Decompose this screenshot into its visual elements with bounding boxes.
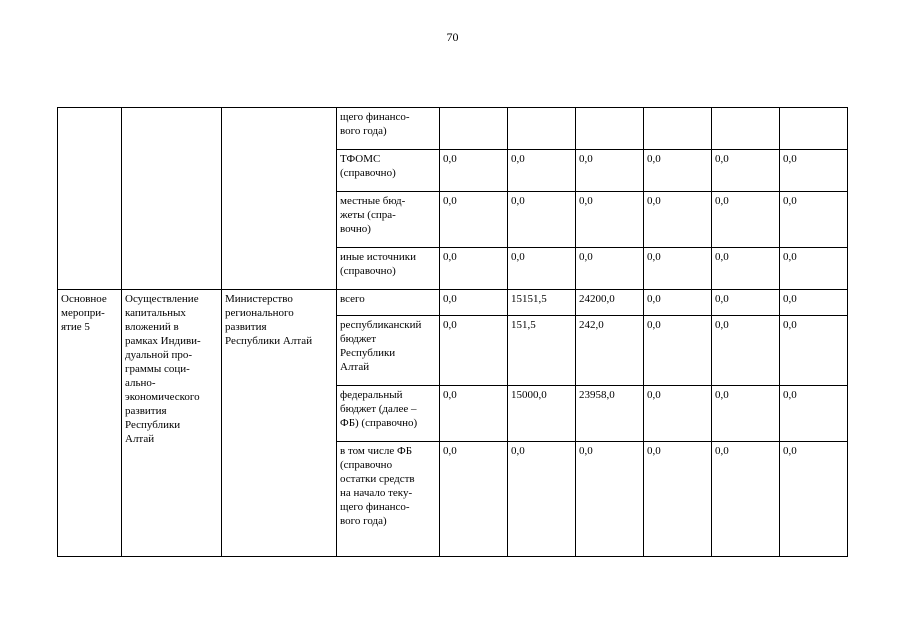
value-cell: 0,0: [712, 192, 780, 248]
value-cell: [508, 108, 576, 150]
table-row: [58, 290, 848, 316]
value-cell: 0,0: [712, 290, 780, 316]
value-cell: 15000,0: [508, 386, 576, 442]
value-cell: 0,0: [780, 442, 848, 557]
value-cell: 0,0: [440, 442, 508, 557]
value-cell: 0,0: [440, 248, 508, 290]
value-cell: 0,0: [440, 316, 508, 386]
value-cell: 0,0: [644, 316, 712, 386]
value-cell: 0,0: [712, 150, 780, 192]
value-cell: 0,0: [780, 290, 848, 316]
value-cell: 15151,5: [508, 290, 576, 316]
value-cell: [644, 108, 712, 150]
value-cell: 0,0: [576, 150, 644, 192]
value-cell: 0,0: [712, 442, 780, 557]
value-cell: 0,0: [576, 192, 644, 248]
value-cell: 0,0: [644, 192, 712, 248]
value-cell: 0,0: [440, 386, 508, 442]
value-cell: 0,0: [508, 442, 576, 557]
value-cell: 0,0: [576, 442, 644, 557]
funding-source: местные бюд- жеты (спра- вочно): [337, 192, 440, 248]
funding-source: ТФОМС (справочно): [337, 150, 440, 192]
value-cell: 0,0: [780, 316, 848, 386]
value-cell: 0,0: [644, 290, 712, 316]
funding-source: иные источники (справочно): [337, 248, 440, 290]
value-cell: 0,0: [644, 442, 712, 557]
table-row: [58, 108, 848, 150]
budget-table: [57, 107, 848, 557]
executor-cell: [222, 108, 337, 290]
value-cell: 0,0: [508, 192, 576, 248]
value-cell: 0,0: [644, 248, 712, 290]
value-cell: [440, 108, 508, 150]
page-number: 70: [446, 30, 459, 44]
value-cell: 242,0: [576, 316, 644, 386]
value-cell: 0,0: [780, 150, 848, 192]
value-cell: [712, 108, 780, 150]
value-cell: 0,0: [780, 192, 848, 248]
measure-executor: Министерство регионального развития Республики Алтай: [222, 290, 337, 557]
value-cell: 0,0: [508, 150, 576, 192]
value-cell: 0,0: [440, 150, 508, 192]
value-cell: [576, 108, 644, 150]
value-cell: 0,0: [780, 386, 848, 442]
value-cell: 23958,0: [576, 386, 644, 442]
value-cell: 0,0: [712, 316, 780, 386]
value-cell: 0,0: [440, 192, 508, 248]
measure-name-cell: [58, 108, 122, 290]
value-cell: 0,0: [712, 248, 780, 290]
value-cell: 0,0: [780, 248, 848, 290]
funding-source: щего финансо- вого года): [337, 108, 440, 150]
measure-name: Основное меропри- ятие 5: [58, 290, 122, 557]
funding-source: федеральный бюджет (далее – ФБ) (справочно): [337, 386, 440, 442]
value-cell: 0,0: [644, 386, 712, 442]
value-cell: [780, 108, 848, 150]
value-cell: 24200,0: [576, 290, 644, 316]
funding-source: республиканский бюджет Республики Алтай: [337, 316, 440, 386]
value-cell: 0,0: [712, 386, 780, 442]
value-cell: 0,0: [576, 248, 644, 290]
funding-source: в том числе ФБ (справочно остатки средств на начало теку- щего финансо- вого года): [337, 442, 440, 557]
value-cell: 0,0: [440, 290, 508, 316]
value-cell: 0,0: [508, 248, 576, 290]
funding-source: всего: [337, 290, 440, 316]
value-cell: 151,5: [508, 316, 576, 386]
measure-description: Осуществление капитальных вложений в рамках Индиви- дуальной про- граммы соци- ально- экономического развития Республики Алтай: [122, 290, 222, 557]
value-cell: 0,0: [644, 150, 712, 192]
measure-description-cell: [122, 108, 222, 290]
